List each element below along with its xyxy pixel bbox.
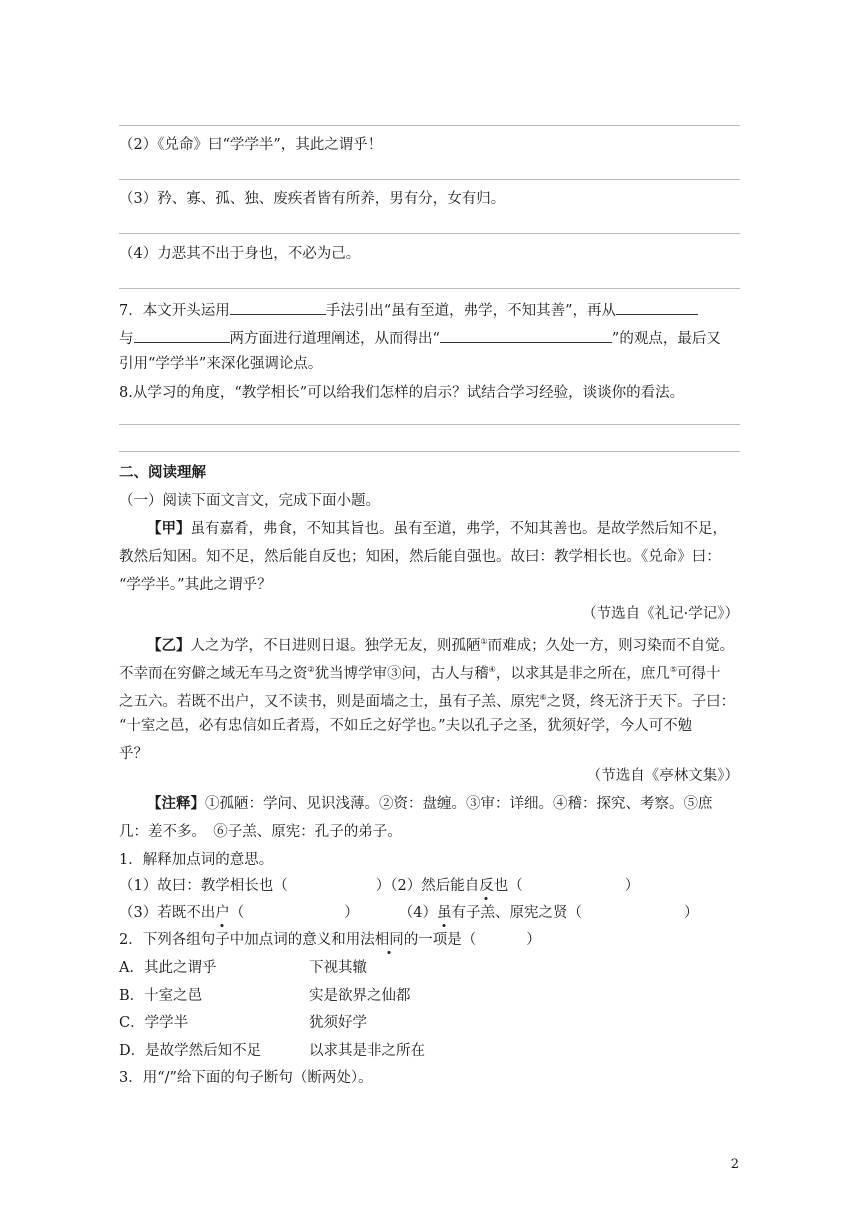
q6-item-4: （4）力恶其不出于身也，不必为己。 [119, 246, 361, 262]
passage-jia-line [147, 518, 727, 540]
question-text: （1）故曰：教学相长也（ [119, 878, 288, 894]
option-label: C． [119, 1015, 145, 1031]
question-1-stem: 1．解释加点词的意思。 [119, 852, 274, 868]
passage-text: 而难成；久处一方，则习染而不自觉。 [487, 637, 735, 654]
passage-source: （节选自《亭林文集》） [586, 768, 739, 784]
question-text: 的一项是（ [403, 932, 477, 948]
notes-line: 几：差不多。 ⑥子羔、原宪：孔子的弟子。 [119, 824, 402, 840]
passage-yi-line [119, 659, 721, 685]
q7-line-1 [119, 299, 698, 322]
q8-question: 8.从学习的角度，“教学相长”可以给我们怎样的启示？试结合学习经验，谈谈你的看法。 [119, 385, 685, 401]
question-text: ） [344, 905, 359, 921]
q7-text: ”的观点，最后又 [611, 331, 721, 347]
passage-text: 犹当博学审③问，古人与稽 [314, 665, 489, 682]
passage-text: 之五六。若既不出户，又不读书，则是面墙之士，虽有子羔、原宪 [119, 693, 540, 710]
fill-blank[interactable] [230, 299, 326, 315]
question-3-stem: 3．用“/”给下面的句子断句（断两处）。 [119, 1070, 373, 1086]
passage-jia-line: 教然后知困。知不足，然后能自反也；知困，然后能自强也。故曰：教学相长也。《兑命》曰： [119, 549, 721, 565]
question-text: ） [624, 878, 640, 894]
passage-text: 人之为学，不日进则日退。独学无友，则孤陋 [190, 637, 481, 654]
option-label: A． [119, 960, 144, 976]
notes-line [147, 793, 713, 815]
question-text: 也（ [493, 878, 523, 894]
passage-yi-line: “十室之邑，必有忠信如丘者焉，不如丘之好学也。”夫以孔子之圣，犹须好学，今人可不勉 [119, 718, 693, 734]
fill-blank[interactable] [440, 327, 612, 343]
option-c[interactable] [119, 1012, 188, 1034]
question-text: （3）若既不出 [119, 905, 216, 921]
fill-blank[interactable] [134, 327, 230, 343]
notes-text: ①孤陋：学问、见识浅薄。②资：盘缠。③审：详细。④稽：探究、考察。⑤庶 [205, 796, 713, 812]
passage-text: ，以求其是非之所在，庶几 [495, 665, 670, 682]
answer-line [119, 451, 740, 452]
q6-item-3: （3）矜、寡、孤、独、废疾者皆有所养，男有分，女有归。 [119, 191, 506, 207]
question-text: ） [526, 932, 541, 948]
question-1-row [119, 875, 639, 897]
option-c-right: 犹须好学 [309, 1015, 367, 1031]
option-left: 是故学然后知不足 [145, 1043, 262, 1059]
footnote-marker: ② [307, 665, 315, 674]
dotted-word: 虽 [437, 902, 452, 924]
question-1-row [119, 902, 698, 924]
passage-text: 虽有嘉肴，弗食，不知其旨也。虽有至道，弗学，不知其善也。是故学然后知不足， [190, 521, 727, 537]
q7-line-3: 引用“学学半”来深化强调论点。 [119, 356, 323, 372]
question-text: （ [229, 905, 245, 921]
q7-line-2 [119, 327, 721, 350]
dotted-word: 户 [215, 902, 230, 924]
passage-text: 不幸而在穷僻之域无车马之资 [119, 665, 308, 682]
passage-text: 可得十 [677, 665, 721, 682]
page-number: 2 [730, 1157, 739, 1172]
section-heading: 二、阅读理解 [119, 464, 206, 481]
passage-yi-line [119, 687, 735, 713]
option-label: B． [119, 988, 145, 1004]
passage-tag: 【乙】 [147, 636, 191, 654]
footnote-marker: ④ [488, 665, 496, 674]
answer-line [119, 125, 740, 126]
dotted-word: 反 [479, 875, 494, 897]
question-text: 2．下列各组句子中加点词的意义和用法 [119, 932, 375, 948]
q7-text: 手法引出“虽有至道，弗学，不知其善”，再从 [325, 303, 617, 319]
q7-text: 7．本文开头运用 [119, 303, 230, 319]
section-intro: （一）阅读下面文言文，完成下面小题。 [119, 493, 380, 509]
option-left: 其此之谓乎 [143, 960, 217, 976]
passage-text: 之贤，终无济于天下。子曰： [546, 693, 736, 710]
fill-blank[interactable] [616, 299, 698, 315]
answer-line [119, 288, 740, 289]
q6-item-2: （2）《兑命》曰“学学半”，其此之谓乎！ [119, 137, 383, 153]
option-a-right: 下视其辙 [309, 960, 367, 976]
passage-yi-line: 乎？ [119, 746, 148, 762]
dotted-word: 相同 [375, 929, 404, 951]
passage-source: （节选自《礼记·学记》） [582, 606, 739, 622]
option-b[interactable] [119, 985, 202, 1007]
footnote-marker: ⑥ [539, 693, 547, 702]
answer-line [119, 179, 740, 180]
option-left: 十室之邑 [144, 988, 203, 1004]
question-text: ） [683, 905, 699, 921]
question-text: （4） [398, 905, 437, 921]
option-label: D． [119, 1043, 146, 1059]
passage-tag: 【甲】 [147, 520, 191, 537]
option-left: 学学半 [144, 1015, 189, 1031]
answer-line [119, 424, 740, 425]
answer-line [119, 233, 740, 234]
footnote-marker: ⑤ [669, 665, 678, 674]
option-a[interactable] [119, 957, 216, 979]
question-2-stem [119, 929, 541, 951]
option-d-right: 以求其是非之所在 [309, 1043, 425, 1059]
passage-jia-line: “学学半。”其此之谓乎？ [119, 577, 272, 593]
question-text: ）（2）然后能自 [375, 878, 480, 894]
notes-tag: 【注释】 [147, 795, 205, 812]
footnote-marker: ① [480, 637, 488, 646]
option-b-right: 实是欲界之仙都 [309, 988, 411, 1004]
q7-text: 与 [119, 331, 134, 347]
q7-text: 两方面进行道理阐述，从而得出“ [229, 331, 440, 347]
option-d[interactable] [119, 1040, 261, 1062]
question-text: 有子羔、原宪之贤（ [451, 905, 582, 921]
passage-yi-line [147, 631, 734, 657]
